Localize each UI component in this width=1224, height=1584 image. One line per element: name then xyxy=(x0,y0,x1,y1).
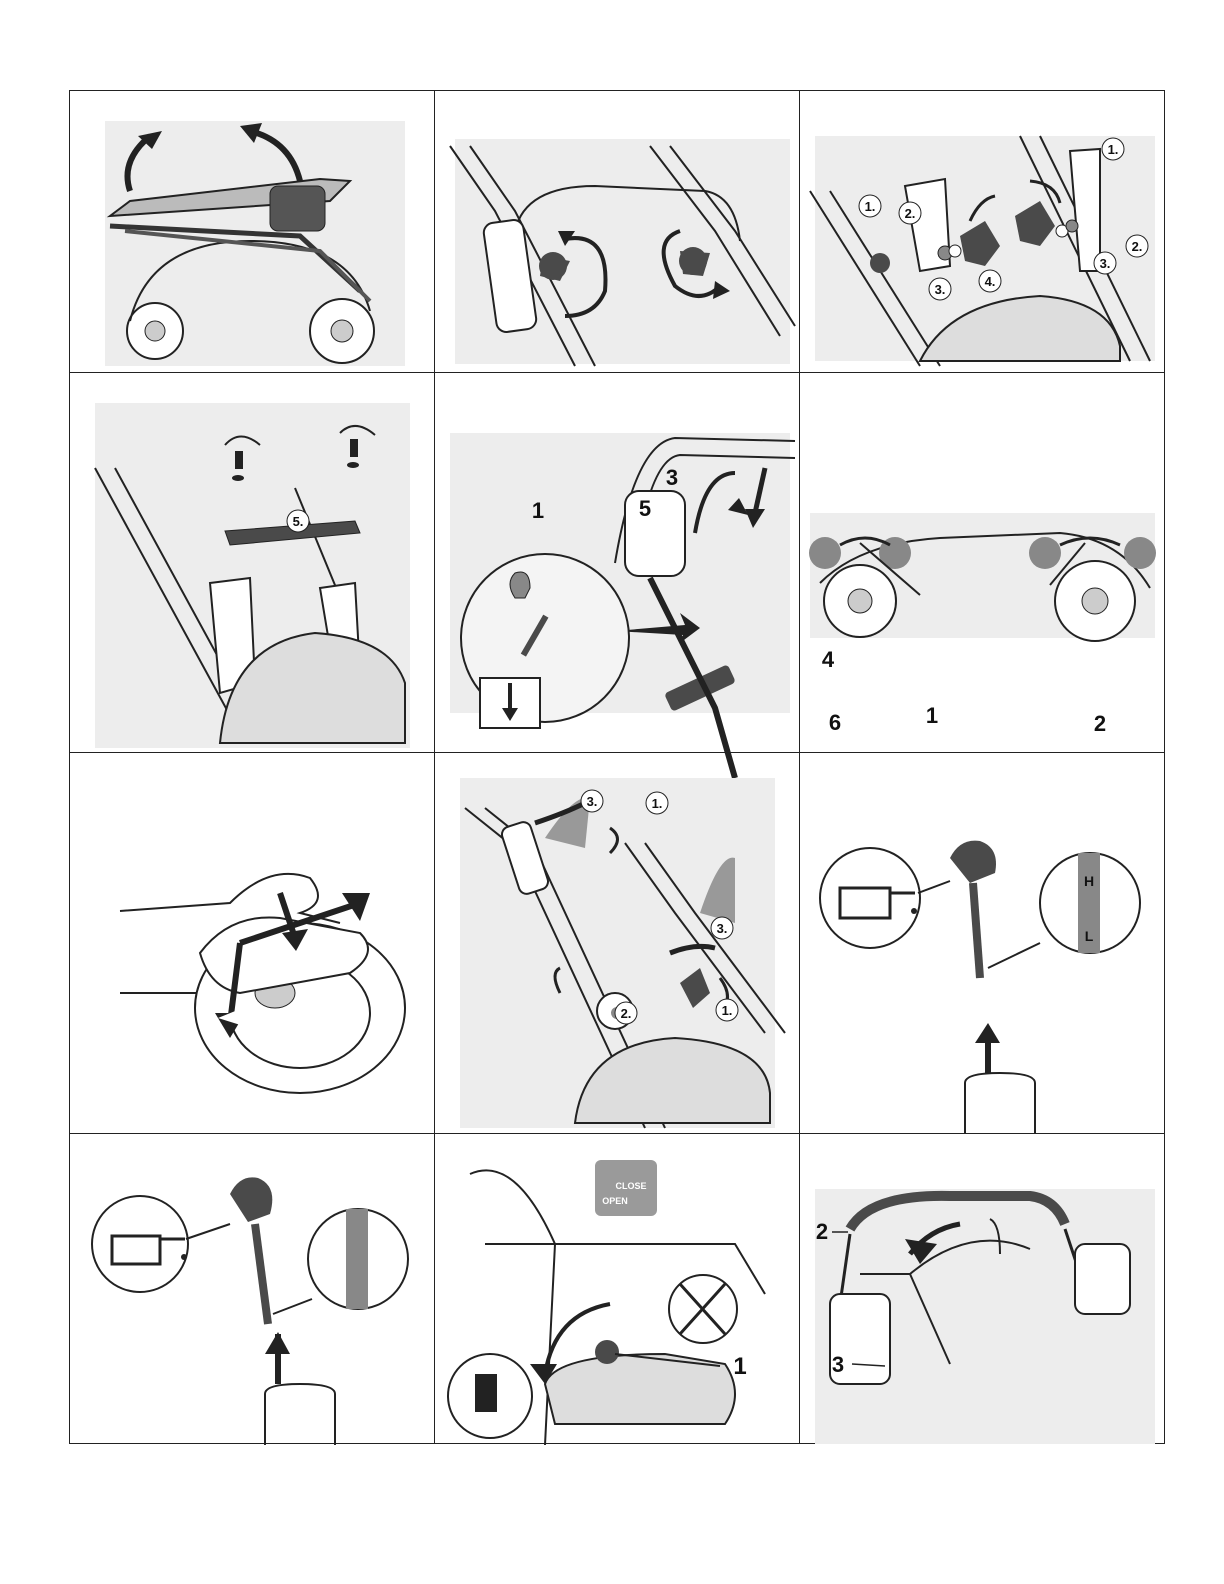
svg-text:3.: 3. xyxy=(1099,256,1111,271)
svg-text:2.: 2. xyxy=(1131,239,1143,254)
svg-text:6: 6 xyxy=(828,710,842,735)
svg-text:3.: 3. xyxy=(934,282,946,297)
svg-text:5: 5 xyxy=(638,496,652,521)
svg-text:OPEN: OPEN xyxy=(602,1196,628,1206)
svg-text:H: H xyxy=(1083,873,1095,889)
panel-height-adjust xyxy=(800,373,1166,752)
svg-text:4: 4 xyxy=(821,647,835,672)
panel-oil-dipstick-hl xyxy=(800,753,1166,1133)
svg-text:1: 1 xyxy=(733,1353,747,1380)
svg-text:3.: 3. xyxy=(586,794,598,809)
panel-wheel-adjust xyxy=(70,753,434,1133)
svg-text:L: L xyxy=(1084,928,1094,944)
panel-unlock-handle xyxy=(435,753,799,1133)
svg-text:1.: 1. xyxy=(721,1003,733,1018)
panel-fuel-valve xyxy=(435,1134,799,1445)
svg-text:2: 2 xyxy=(815,1219,829,1244)
panel-bracket-assembly xyxy=(800,91,1166,372)
svg-text:5.: 5. xyxy=(292,514,304,529)
panel-crossbar-screws xyxy=(70,373,434,752)
panel-oil-dipstick xyxy=(70,1134,434,1445)
svg-text:3: 3 xyxy=(665,465,679,490)
svg-text:1: 1 xyxy=(925,703,939,728)
panel-loosen-knobs xyxy=(435,91,799,372)
illustration-grid xyxy=(69,90,1165,1444)
svg-text:2: 2 xyxy=(1093,711,1107,736)
svg-text:1: 1 xyxy=(531,498,545,523)
svg-text:3.: 3. xyxy=(716,921,728,936)
svg-text:4.: 4. xyxy=(984,274,996,289)
panel-handle-fold xyxy=(800,1134,1166,1445)
svg-text:2.: 2. xyxy=(904,206,916,221)
svg-text:1.: 1. xyxy=(1107,142,1119,157)
svg-text:3: 3 xyxy=(831,1352,845,1377)
svg-text:1.: 1. xyxy=(864,199,876,214)
svg-text:1.: 1. xyxy=(651,796,663,811)
panel-fold-handle xyxy=(70,91,434,372)
panel-cable-clip xyxy=(435,373,842,752)
svg-text:CLOSE: CLOSE xyxy=(615,1181,647,1191)
svg-text:2.: 2. xyxy=(620,1006,632,1021)
